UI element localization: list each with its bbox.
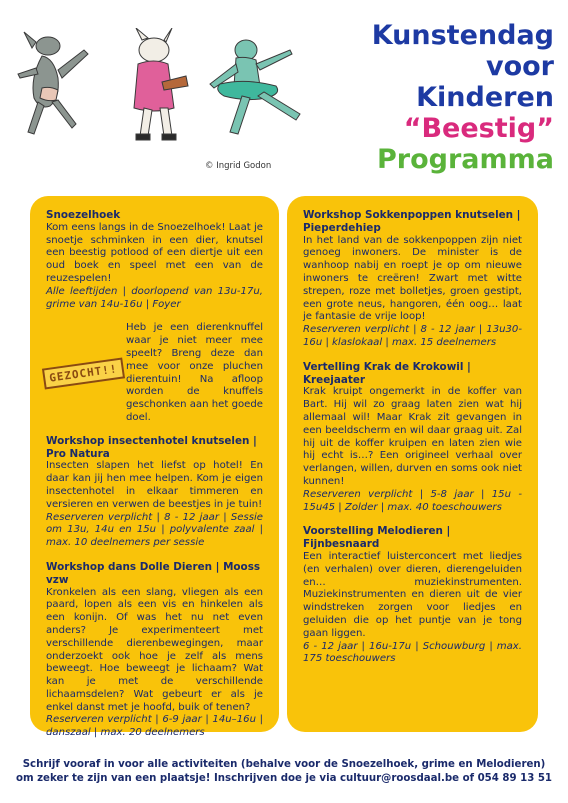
page-title [314, 20, 554, 175]
krak-section [303, 361, 522, 515]
title-line-1: Kunstendag [371, 20, 554, 51]
title-line-5: Programma [376, 144, 554, 175]
insectenhotel-section [46, 435, 263, 550]
section-body: Heb je een dierenknuffel waar je niet meer mee speelt? Breng deze dan mee voor onze pluchen dierentuin! Na afloop worden de knuffels geschonken aan het goede doel. [126, 322, 263, 423]
section-title: Workshop insectenhotel knutselen | Pro Natura [46, 434, 257, 460]
dans-section [46, 561, 263, 740]
section-meta: Alle leeftijden | doorlopend van 13u-17u, grime van 14u-16u | Foyer [46, 285, 263, 310]
section-body: Krak kruipt ongemerkt in de koffer van Bart. Hij wil zo graag laten zien wat hij allemaal wil! Maar Krak zit gevangen in een beeldscherm en wil daar graag uit. Zal hij uit de koffer kruipen en laten zien wie hij echt is…? Een origineel verhaal over verlangen, willen, durven en soms ook niet kunnen! [303, 386, 522, 487]
title-line-2: voor [485, 51, 554, 82]
right-program-panel [287, 196, 538, 732]
section-body: Kom eens langs in de Snoezelhoek! Laat je snoetje schminken in een dier, knutsel een beestig potlood of een diertje uit een oud boek en speel met een van de reuzespelen! [46, 221, 263, 284]
section-body: Kronkelen als een slang, vliegen als een paard, lopen als een vis en hinkelen als een konijn. Of was het nu net even anders? Je experimenteert met verschillende dierenbewegingen, maar onderzoekt ook hoe je zelf als mens beweegt. Hoe beweegt je lichaam? Wat kan je met de verschillende lichaamsdelen? Wat gebeurt er als je enkel danst met je hoofd, buik of tenen? [46, 586, 263, 713]
title-line-3: Kinderen [416, 82, 554, 113]
illustration-credit: © Ingrid Godon [205, 161, 272, 171]
section-meta: Reserveren verplicht | 5-8 jaar | 15u - 15u45 | Zolder | max. 40 toeschouwers [303, 488, 522, 513]
pink-violinist-figure [134, 28, 188, 140]
snoezelhoek-section [46, 209, 263, 311]
section-body: Insecten slapen het liefst op hotel! En daar kan jij hen mee helpen. Kom je eigen insectenhotel in elkaar timmeren en versieren en verwen de beestjes in je tuin! [46, 460, 263, 510]
section-meta: Reserveren verplicht | 8 - 12 jaar | Sessie om 13u, 14u en 15u | polyvalente zaal | max. 10 deelnemers per sessie [46, 511, 263, 549]
gezocht-stamp [46, 322, 120, 424]
footer-line-1: Schrijf vooraf in voor alle activiteiten (behalve voor de Snoezelhoek, grime en Melodieren) [22, 759, 546, 770]
section-title: Workshop dans Dolle Dieren | Mooss vzw [46, 560, 261, 586]
section-body: Een interactief luisterconcert met liedjes (en verhalen) over dieren, dierengeluiden en… muziekinstrumenten. Muziekinstrumenten en dieren uit de vier windstreken zorgen voor liedjes en geluiden die op het puntje van je tong gaan liggen. [303, 550, 522, 639]
section-meta: Reserveren verplicht | 8 - 12 jaar | 13u30-16u | klaslokaal | max. 15 deelnemers [303, 324, 522, 348]
section-title: Voorstelling Melodieren | Fijnbesnaard [303, 525, 451, 551]
registration-footer [0, 758, 568, 786]
gezocht-stamp-text: GEZOCHT!! [42, 358, 125, 390]
green-ballerina-figure [210, 40, 300, 134]
section-title: Snoezelhoek [46, 209, 121, 221]
section-title: Workshop Sokkenpoppen knutselen | Pieperdehiep [303, 209, 521, 234]
section-meta: 6 - 12 jaar | 16u-17u | Schouwburg | max. 175 toeschouwers [303, 640, 522, 665]
section-title: Vertelling Krak de Krokowil | Kreejaater [303, 360, 471, 386]
grey-dancer-figure [18, 32, 88, 134]
melodieren-section [303, 525, 522, 666]
section-meta: Reserveren verplicht | 6-9 jaar | 14u–16u | danszaal | max. 20 deelnemers [46, 714, 263, 739]
section-body: In het land van de sokkenpoppen zijn niet genoeg inwoners. De minister is de wanhoop nabij en roept je op om nieuwe inwoners te creëren! Zwart met witte strepen, roze met bolletjes, groen gestipt, een grote neus, hangoren, één oog… laat je fantasie de vrije loop! [303, 234, 522, 323]
footer-line-2: om zeker te zijn van een plaatsje! Inschrijven doe je via cultuur@roosdaal.be of 054 89 13 51 [15, 773, 553, 784]
gezocht-section [46, 322, 263, 424]
title-line-4: “Beestig” [403, 113, 554, 144]
left-program-panel [30, 196, 279, 739]
dancing-animals-illustration [14, 28, 314, 158]
sokkenpoppen-section [303, 209, 522, 350]
